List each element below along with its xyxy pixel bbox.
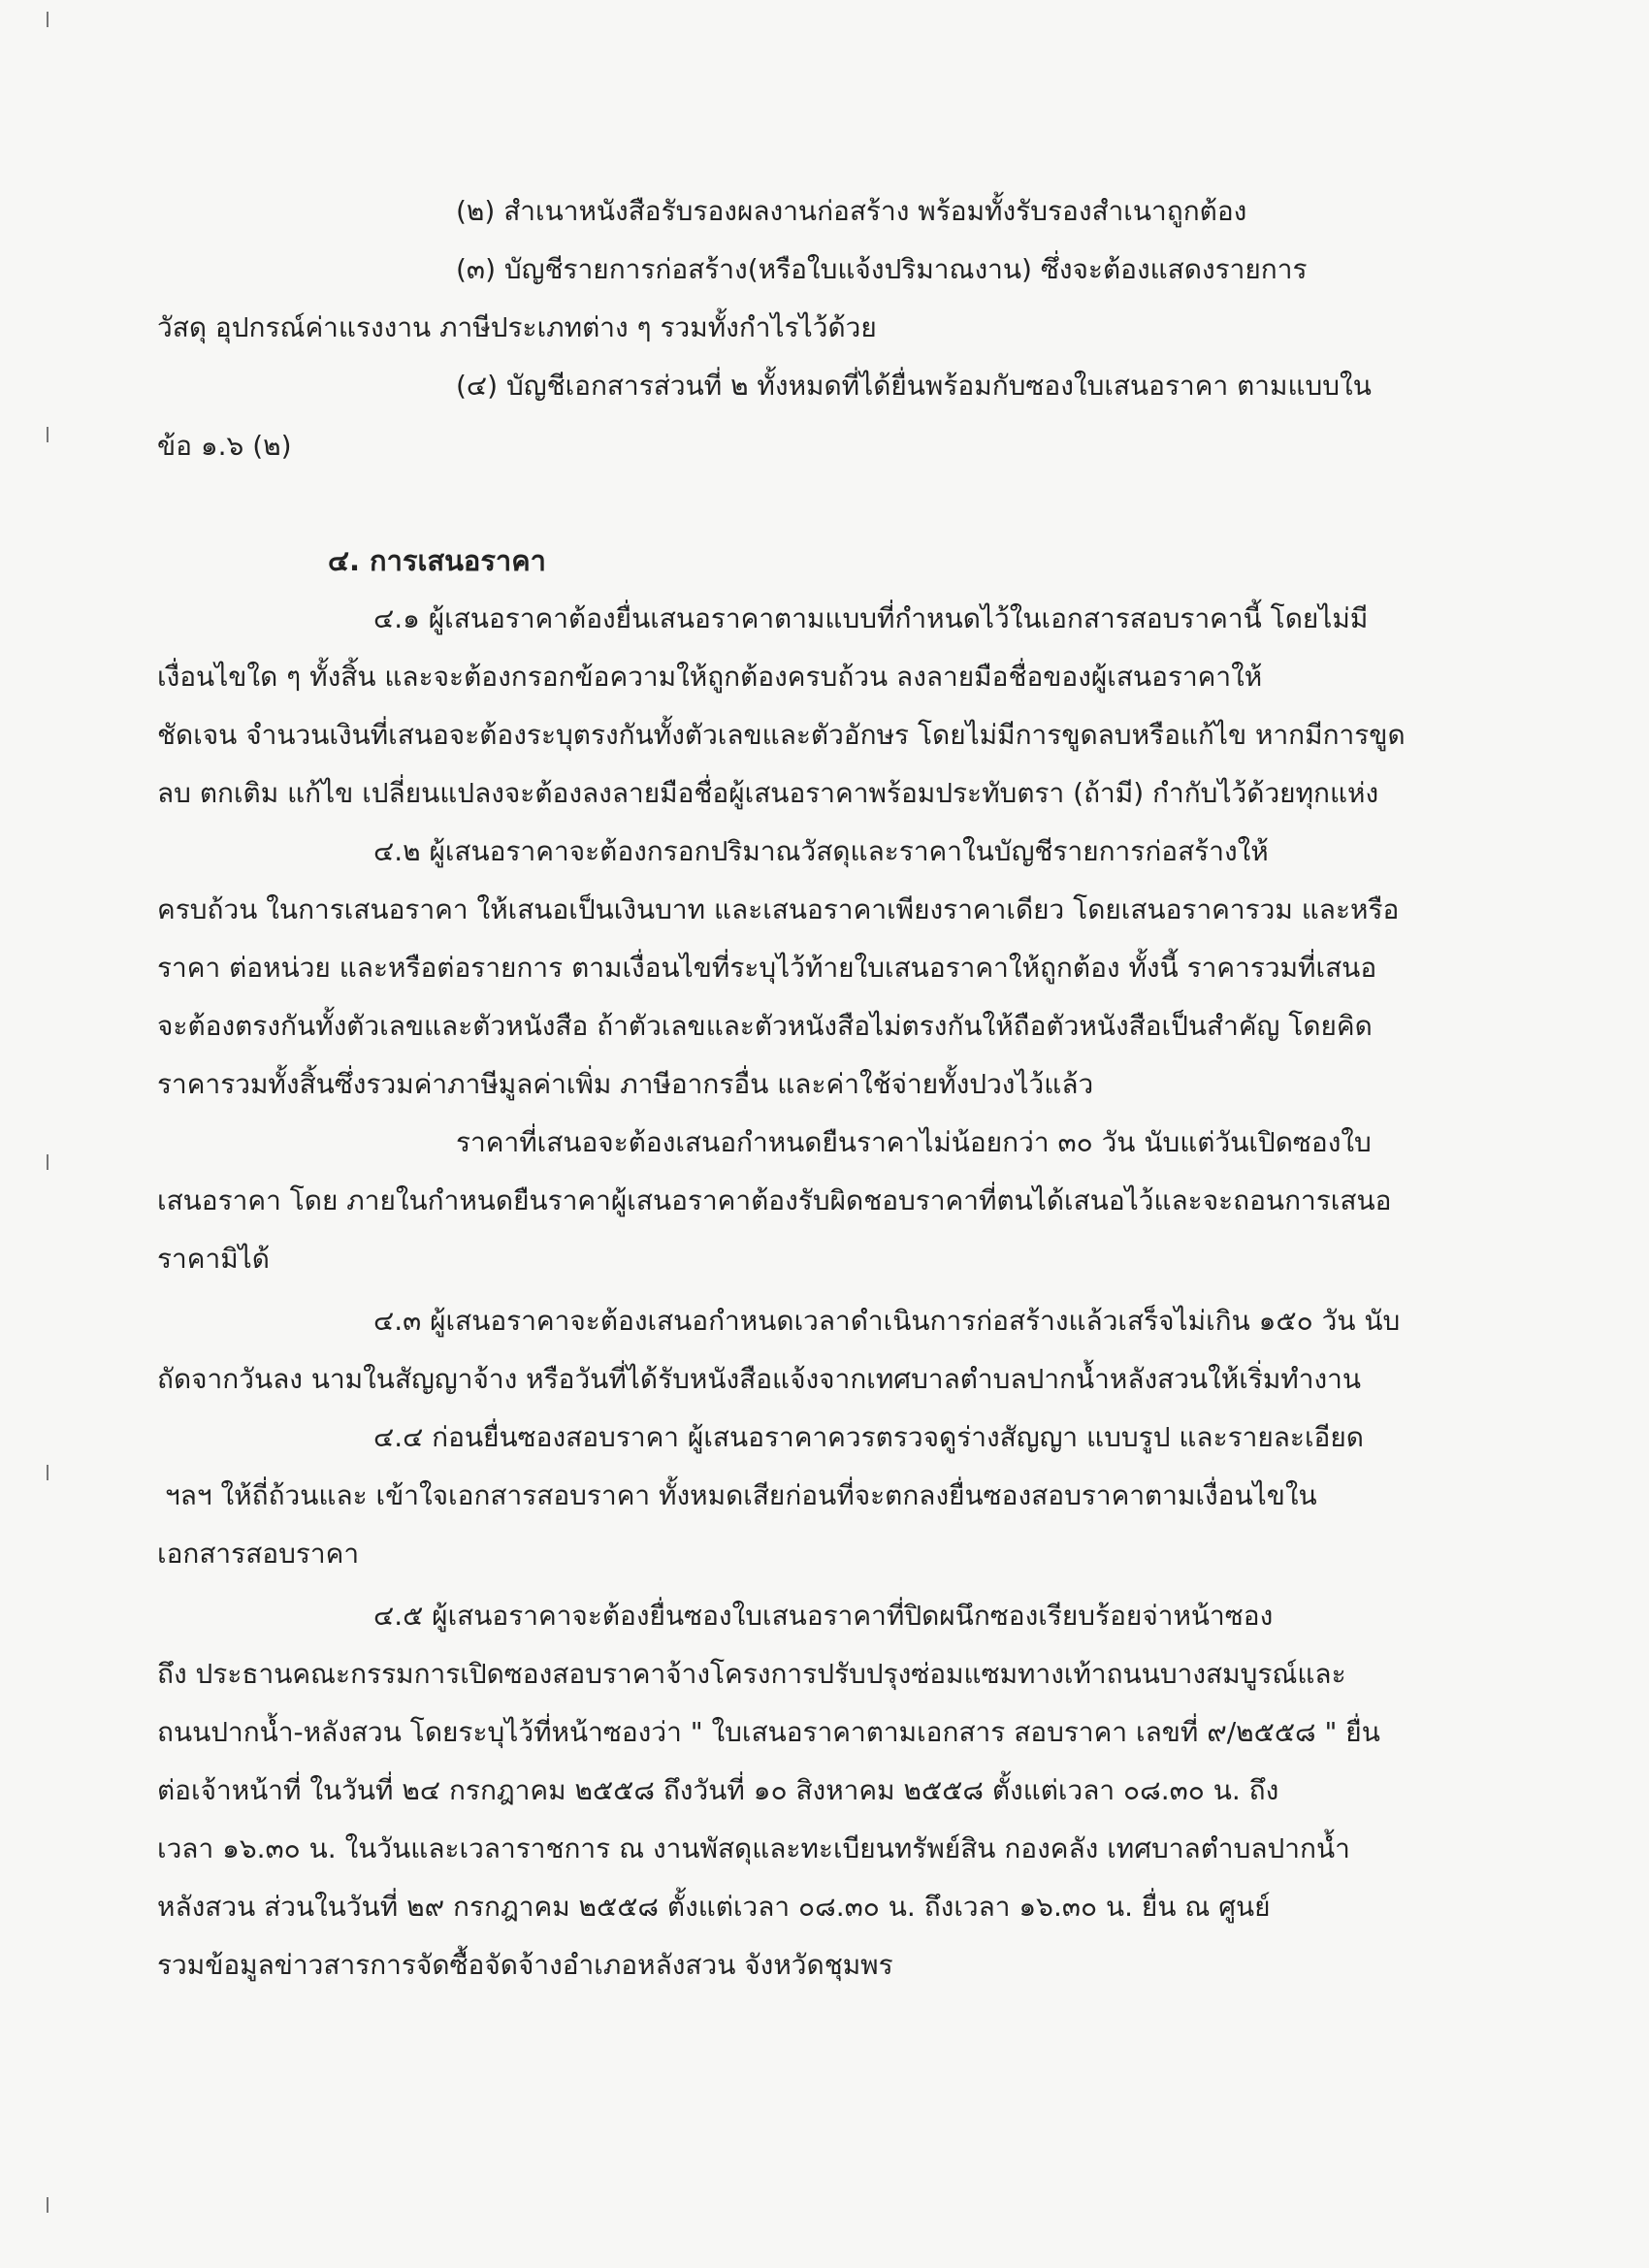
paragraph-line: ชัดเจน จำนวนเงินที่เสนอจะต้องระบุตรงกันทั้งตัวเลขและตัวอักษร โดยไม่มีการขูดลบหรือแก้ไข หากมีการขูด: [157, 719, 1406, 751]
paragraph-line: ๔.๓ ผู้เสนอราคาจะต้องเสนอกำหนดเวลาดำเนินการก่อสร้างแล้วเสร็จไม่เกิน ๑๕๐ วัน นับ: [373, 1305, 1401, 1337]
section-heading: ๔. การเสนอราคา: [328, 544, 546, 577]
paragraph-line: ถัดจากวันลง นามในสัญญาจ้าง หรือวันที่ได้รับหนังสือแจ้งจากเทศบาลตำบลปากน้ำหลังสวนให้เริ่มทำงาน: [157, 1363, 1362, 1395]
paragraph-line: ลบ ตกเติม แก้ไข เปลี่ยนแปลงจะต้องลงลายมือชื่อผู้เสนอราคาพร้อมประทับตรา (ถ้ามี) กำกับไว้ด้วยทุกแห่ง: [157, 777, 1379, 809]
paragraph-line: ราคาที่เสนอจะต้องเสนอกำหนดยืนราคาไม่น้อยกว่า ๓๐ วัน นับแต่วันเปิดซองใบ: [456, 1126, 1372, 1158]
paragraph-line: ๔.๔ ก่อนยื่นซองสอบราคา ผู้เสนอราคาควรตรวจดูร่างสัญญา แบบรูป และรายละเอียด: [373, 1421, 1364, 1453]
list-item-4-cont: ข้อ ๑.๖ (๒): [157, 430, 292, 462]
list-item-3-cont: วัสดุ อุปกรณ์ค่าแรงงาน ภาษีประเภทต่าง ๆ รวมทั้งกำไรไว้ด้วย: [157, 311, 877, 343]
paragraph-line: ครบถ้วน ในการเสนอราคา ให้เสนอเป็นเงินบาท และเสนอราคาเพียงราคาเดียว โดยเสนอราคารวม และหรือ: [157, 893, 1400, 925]
paragraph-line: ราคา ต่อหน่วย และหรือต่อรายการ ตามเงื่อนไขที่ระบุไว้ท้ายใบเสนอราคาให้ถูกต้อง ทั้งนี้ ราคารวมที่เสนอ: [157, 952, 1377, 984]
paragraph-line: ถนนปากน้ำ-หลังสวน โดยระบุไว้ที่หน้าซองว่า " ใบเสนอราคาตามเอกสาร สอบราคา เลขที่ ๙/๒๕๕๘ " ยื่น: [157, 1716, 1380, 1748]
list-item-2: (๒) สำเนาหนังสือรับรองผลงานก่อสร้าง พร้อมทั้งรับรองสำเนาถูกต้อง: [456, 195, 1247, 227]
paragraph-line: ๔.๕ ผู้เสนอราคาจะต้องยื่นซองใบเสนอราคาที่ปิดผนึกซองเรียบร้อยจ่าหน้าซอง: [373, 1600, 1274, 1632]
scan-margin-mark: [47, 427, 48, 442]
paragraph-line: ราคามิได้: [157, 1243, 270, 1275]
paragraph-line: เวลา ๑๖.๓๐ น. ในวันและเวลาราชการ ณ งานพัสดุและทะเบียนทรัพย์สิน กองคลัง เทศบาลตำบลปากน้ำ: [157, 1832, 1350, 1864]
paragraph-line: ราคารวมทั้งสิ้นซึ่งรวมค่าภาษีมูลค่าเพิ่ม ภาษีอากรอื่น และค่าใช้จ่ายทั้งปวงไว้แล้ว: [157, 1068, 1094, 1100]
paragraph-line: ๔.๑ ผู้เสนอราคาต้องยื่นเสนอราคาตามแบบที่กำหนดไว้ในเอกสารสอบราคานี้ โดยไม่มี: [373, 602, 1369, 634]
paragraph-line: จะต้องตรงกันทั้งตัวเลขและตัวหนังสือ ถ้าตัวเลขและตัวหนังสือไม่ตรงกันให้ถือตัวหนังสือเป็นสำคัญ โดยคิด: [157, 1010, 1373, 1042]
scan-margin-mark: [47, 1154, 48, 1170]
scan-margin-mark: [47, 2197, 48, 2213]
paragraph-line: เอกสารสอบราคา: [157, 1538, 360, 1570]
scan-margin-mark: [47, 1465, 48, 1480]
scan-margin-mark: [47, 12, 48, 27]
paragraph-line: ถึง ประธานคณะกรรมการเปิดซองสอบราคาจ้างโครงการปรับปรุงซ่อมแซมทางเท้าถนนบางสมบูรณ์และ: [157, 1658, 1346, 1690]
paragraph-line: เงื่อนไขใด ๆ ทั้งสิ้น และจะต้องกรอกข้อความให้ถูกต้องครบถ้วน ลงลายมือชื่อของผู้เสนอราคาให้: [157, 661, 1263, 693]
list-item-4: (๔) บัญชีเอกสารส่วนที่ ๒ ทั้งหมดที่ได้ยื่นพร้อมกับซองใบเสนอราคา ตามแบบใน: [456, 370, 1372, 402]
list-item-3: (๓) บัญชีรายการก่อสร้าง(หรือใบแจ้งปริมาณงาน) ซึ่งจะต้องแสดงรายการ: [456, 253, 1308, 285]
paragraph-line: ฯลฯ ให้ถี่ถ้วนและ เข้าใจเอกสารสอบราคา ทั้งหมดเสียก่อนที่จะตกลงยื่นซองสอบราคาตามเงื่อนไขใน: [165, 1479, 1317, 1511]
paragraph-line: หลังสวน ส่วนในวันที่ ๒๙ กรกฎาคม ๒๕๕๘ ตั้งแต่เวลา ๐๘.๓๐ น. ถึงเวลา ๑๖.๓๐ น. ยื่น ณ ศูนย์: [157, 1891, 1271, 1923]
paragraph-line: ๔.๒ ผู้เสนอราคาจะต้องกรอกปริมาณวัสดุและราคาในบัญชีรายการก่อสร้างให้: [373, 835, 1269, 867]
paragraph-line: เสนอราคา โดย ภายในกำหนดยืนราคาผู้เสนอราคาต้องรับผิดชอบราคาที่ตนได้เสนอไว้และจะถอนการเสนอ: [157, 1184, 1392, 1216]
paragraph-line: รวมข้อมูลข่าวสารการจัดซื้อจัดจ้างอำเภอหลังสวน จังหวัดชุมพร: [157, 1949, 893, 1981]
paragraph-line: ต่อเจ้าหน้าที่ ในวันที่ ๒๔ กรกฎาคม ๒๕๕๘ ถึงวันที่ ๑๐ สิงหาคม ๒๕๕๘ ตั้งแต่เวลา ๐๘.๓๐ น. ถึง: [157, 1774, 1279, 1806]
